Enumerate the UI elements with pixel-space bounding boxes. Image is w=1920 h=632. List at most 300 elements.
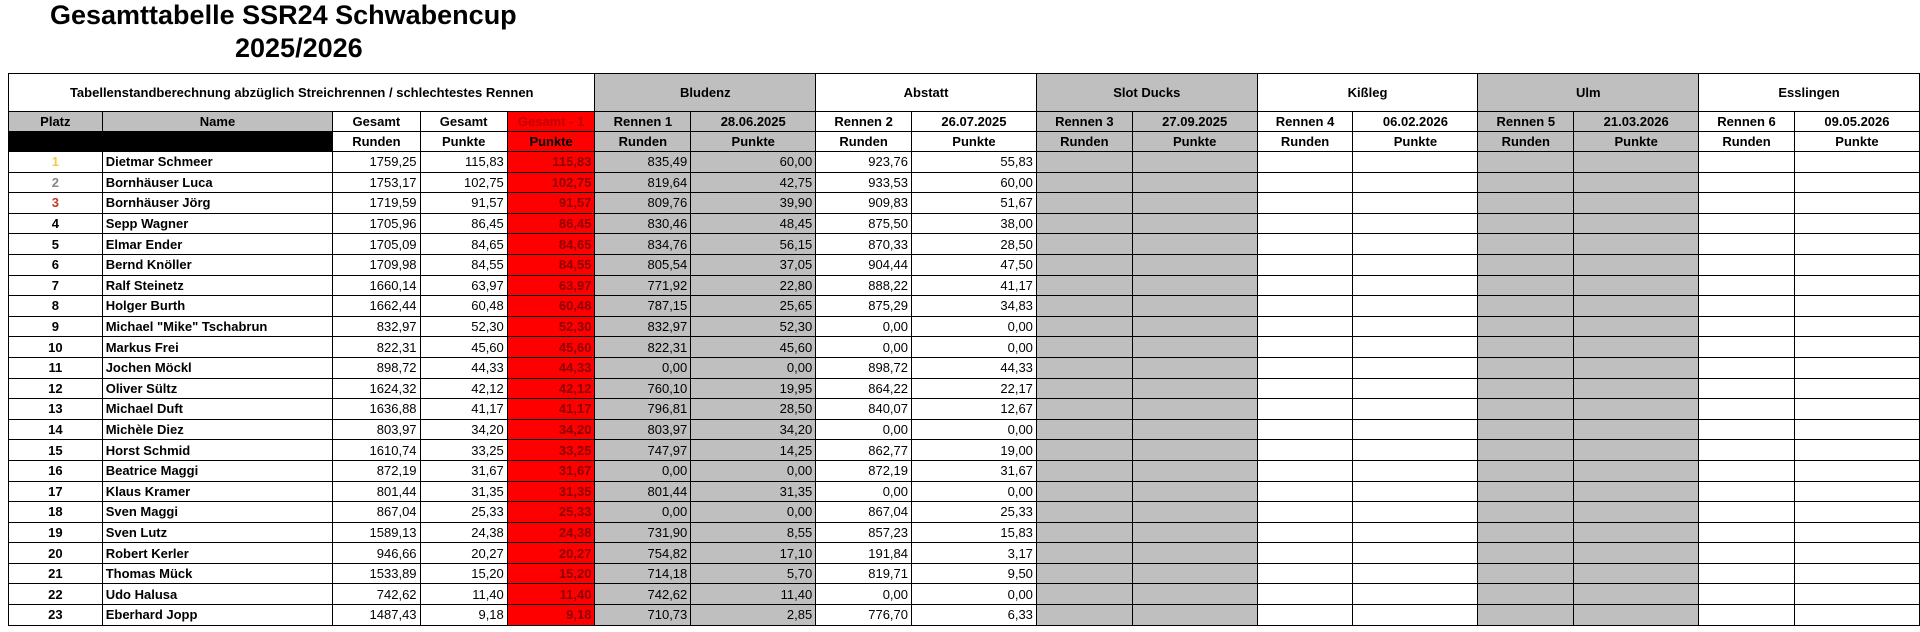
cell-r5-punkte: [1574, 563, 1699, 584]
cell-r3-punkte: [1132, 213, 1257, 234]
cell-r2-punkte: 6,33: [912, 605, 1037, 626]
cell-name: Jochen Möckl: [102, 357, 333, 378]
cell-name: Dietmar Schmeer: [102, 152, 333, 173]
cell-r4-runden: [1257, 357, 1353, 378]
cell-r2-runden: 0,00: [816, 419, 912, 440]
cell-r5-runden: [1478, 296, 1574, 317]
cell-platz: 18: [9, 502, 103, 523]
cell-r4-runden: [1257, 543, 1353, 564]
cell-gesamt-runden: 1610,74: [333, 440, 420, 461]
header-date-1: 28.06.2025: [691, 112, 816, 132]
cell-r4-runden: [1257, 193, 1353, 214]
cell-r2-runden: 867,04: [816, 502, 912, 523]
cell-gesamt-runden: 1709,98: [333, 254, 420, 275]
calculation-description: Tabellenstandberechnung abzüglich Streichrennen / schlechtestes Rennen: [9, 74, 595, 112]
cell-r5-punkte: [1574, 481, 1699, 502]
cell-r1-runden: 822,31: [595, 337, 691, 358]
cell-r6-punkte: [1794, 543, 1919, 564]
cell-r6-punkte: [1794, 419, 1919, 440]
cell-r6-punkte: [1794, 296, 1919, 317]
cell-gesamt-minus-punkte: 45,60: [507, 337, 595, 358]
page-subtitle-season: 2025/2026: [235, 33, 363, 63]
unit-r1-runden: Runden: [595, 132, 691, 152]
cell-r6-runden: [1699, 584, 1795, 605]
cell-gesamt-runden: 1705,09: [333, 234, 420, 255]
page-title: Gesamttabelle SSR24 Schwabencup: [50, 0, 517, 30]
cell-r3-runden: [1036, 234, 1132, 255]
cell-r5-runden: [1478, 481, 1574, 502]
unit-r1-punkte: Punkte: [691, 132, 816, 152]
cell-name: Bornhäuser Jörg: [102, 193, 333, 214]
cell-platz: 13: [9, 399, 103, 420]
cell-r6-runden: [1699, 275, 1795, 296]
cell-r5-runden: [1478, 357, 1574, 378]
cell-r6-runden: [1699, 563, 1795, 584]
cell-gesamt-minus-punkte: 60,48: [507, 296, 595, 317]
cell-r6-runden: [1699, 357, 1795, 378]
cell-platz: 1: [9, 152, 103, 173]
cell-r3-runden: [1036, 172, 1132, 193]
cell-r2-runden: 909,83: [816, 193, 912, 214]
cell-r1-punkte: 52,30: [691, 316, 816, 337]
cell-r1-punkte: 37,05: [691, 254, 816, 275]
cell-r2-punkte: 55,83: [912, 152, 1037, 173]
cell-platz: 19: [9, 522, 103, 543]
cell-r4-runden: [1257, 296, 1353, 317]
cell-r6-runden: [1699, 502, 1795, 523]
cell-gesamt-punkte: 24,38: [420, 522, 507, 543]
cell-platz: 21: [9, 563, 103, 584]
cell-r6-runden: [1699, 337, 1795, 358]
cell-name: Sepp Wagner: [102, 213, 333, 234]
cell-name: Horst Schmid: [102, 440, 333, 461]
cell-r5-runden: [1478, 522, 1574, 543]
cell-r1-runden: 787,15: [595, 296, 691, 317]
cell-r3-runden: [1036, 419, 1132, 440]
cell-gesamt-runden: 1705,96: [333, 213, 420, 234]
cell-platz: 15: [9, 440, 103, 461]
cell-r1-runden: 805,54: [595, 254, 691, 275]
cell-r2-punkte: 0,00: [912, 316, 1037, 337]
cell-r4-punkte: [1353, 316, 1478, 337]
cell-gesamt-punkte: 34,20: [420, 419, 507, 440]
cell-r6-punkte: [1794, 357, 1919, 378]
cell-gesamt-punkte: 44,33: [420, 357, 507, 378]
cell-r1-runden: 771,92: [595, 275, 691, 296]
cell-r4-runden: [1257, 172, 1353, 193]
cell-r2-punkte: 28,50: [912, 234, 1037, 255]
cell-r2-punkte: 9,50: [912, 563, 1037, 584]
cell-gesamt-punkte: 84,55: [420, 254, 507, 275]
table-row: [9, 419, 1920, 440]
cell-r3-punkte: [1132, 419, 1257, 440]
cell-r6-runden: [1699, 152, 1795, 173]
header-rennen-2: Rennen 2: [816, 112, 912, 132]
table-row: [9, 296, 1920, 317]
table-row: [9, 543, 1920, 564]
cell-r2-punkte: 0,00: [912, 481, 1037, 502]
cell-r6-runden: [1699, 296, 1795, 317]
cell-r5-runden: [1478, 234, 1574, 255]
cell-r5-punkte: [1574, 419, 1699, 440]
unit-header-row: [9, 132, 1920, 152]
cell-r4-punkte: [1353, 522, 1478, 543]
cell-r5-runden: [1478, 254, 1574, 275]
cell-gesamt-punkte: 20,27: [420, 543, 507, 564]
cell-r4-punkte: [1353, 502, 1478, 523]
cell-r4-runden: [1257, 419, 1353, 440]
cell-r5-punkte: [1574, 584, 1699, 605]
cell-r3-runden: [1036, 584, 1132, 605]
cell-gesamt-punkte: 11,40: [420, 584, 507, 605]
cell-r1-runden: 835,49: [595, 152, 691, 173]
header-gesamt-runden: Gesamt: [333, 112, 420, 132]
cell-gesamt-runden: 801,44: [333, 481, 420, 502]
cell-r4-runden: [1257, 502, 1353, 523]
cell-r3-punkte: [1132, 296, 1257, 317]
cell-gesamt-minus-punkte: 91,57: [507, 193, 595, 214]
cell-gesamt-runden: 1533,89: [333, 563, 420, 584]
cell-r4-punkte: [1353, 584, 1478, 605]
header-date-6: 09.05.2026: [1794, 112, 1919, 132]
header-black-bar: [9, 132, 333, 152]
cell-gesamt-runden: 803,97: [333, 419, 420, 440]
cell-name: Oliver Sültz: [102, 378, 333, 399]
cell-gesamt-punkte: 63,97: [420, 275, 507, 296]
cell-r4-runden: [1257, 213, 1353, 234]
cell-r4-runden: [1257, 522, 1353, 543]
cell-r2-runden: 870,33: [816, 234, 912, 255]
cell-r2-runden: 0,00: [816, 481, 912, 502]
cell-r1-runden: 801,44: [595, 481, 691, 502]
table-row: [9, 481, 1920, 502]
cell-name: Michael Duft: [102, 399, 333, 420]
cell-gesamt-minus-punkte: 44,33: [507, 357, 595, 378]
cell-platz: 4: [9, 213, 103, 234]
cell-name: Elmar Ender: [102, 234, 333, 255]
unit-r5-runden: Runden: [1478, 132, 1574, 152]
cell-gesamt-minus-punkte: 31,67: [507, 460, 595, 481]
cell-platz: 3: [9, 193, 103, 214]
cell-r3-runden: [1036, 152, 1132, 173]
cell-r2-punkte: 47,50: [912, 254, 1037, 275]
cell-platz: 20: [9, 543, 103, 564]
header-gesamt-punkte: Gesamt: [420, 112, 507, 132]
cell-r5-runden: [1478, 152, 1574, 173]
cell-r3-punkte: [1132, 563, 1257, 584]
cell-r6-punkte: [1794, 213, 1919, 234]
cell-name: Bernd Knöller: [102, 254, 333, 275]
cell-r1-runden: 819,64: [595, 172, 691, 193]
cell-r1-punkte: 60,00: [691, 152, 816, 173]
cell-r4-runden: [1257, 584, 1353, 605]
cell-r5-runden: [1478, 378, 1574, 399]
cell-r6-runden: [1699, 254, 1795, 275]
cell-r4-punkte: [1353, 399, 1478, 420]
cell-r2-punkte: 19,00: [912, 440, 1037, 461]
cell-r1-punkte: 11,40: [691, 584, 816, 605]
cell-r5-runden: [1478, 460, 1574, 481]
cell-gesamt-runden: 1660,14: [333, 275, 420, 296]
venue-abstatt: Abstatt: [816, 74, 1037, 112]
unit-r5-punkte: Punkte: [1574, 132, 1699, 152]
cell-name: Udo Halusa: [102, 584, 333, 605]
cell-gesamt-minus-punkte: 52,30: [507, 316, 595, 337]
venue-esslingen: Esslingen: [1699, 74, 1920, 112]
cell-r2-runden: 819,71: [816, 563, 912, 584]
cell-r3-runden: [1036, 481, 1132, 502]
cell-r1-punkte: 39,90: [691, 193, 816, 214]
table-row: [9, 378, 1920, 399]
cell-gesamt-punkte: 31,67: [420, 460, 507, 481]
cell-r5-runden: [1478, 213, 1574, 234]
cell-r4-punkte: [1353, 193, 1478, 214]
cell-r3-punkte: [1132, 584, 1257, 605]
cell-name: Eberhard Jopp: [102, 605, 333, 626]
cell-r5-runden: [1478, 502, 1574, 523]
cell-r1-runden: 747,97: [595, 440, 691, 461]
cell-r3-runden: [1036, 213, 1132, 234]
cell-r4-punkte: [1353, 172, 1478, 193]
cell-r2-punkte: 31,67: [912, 460, 1037, 481]
cell-r5-runden: [1478, 563, 1574, 584]
cell-r6-punkte: [1794, 254, 1919, 275]
cell-r5-punkte: [1574, 275, 1699, 296]
cell-r4-runden: [1257, 234, 1353, 255]
unit-r2-punkte: Punkte: [912, 132, 1037, 152]
header-date-4: 06.02.2026: [1353, 112, 1478, 132]
cell-r1-punkte: 22,80: [691, 275, 816, 296]
cell-gesamt-runden: 898,72: [333, 357, 420, 378]
cell-gesamt-runden: 867,04: [333, 502, 420, 523]
cell-r4-punkte: [1353, 234, 1478, 255]
cell-r2-runden: 875,29: [816, 296, 912, 317]
table-row: [9, 440, 1920, 461]
cell-r3-punkte: [1132, 193, 1257, 214]
table-row: [9, 563, 1920, 584]
cell-r1-runden: 760,10: [595, 378, 691, 399]
cell-r3-runden: [1036, 563, 1132, 584]
cell-r1-punkte: 0,00: [691, 460, 816, 481]
venue-header-row: [9, 74, 1920, 112]
cell-r2-runden: 898,72: [816, 357, 912, 378]
unit-gesamt-minus-punkte: Punkte: [507, 132, 595, 152]
cell-r2-runden: 0,00: [816, 584, 912, 605]
cell-r4-runden: [1257, 563, 1353, 584]
cell-r5-punkte: [1574, 337, 1699, 358]
cell-r6-runden: [1699, 193, 1795, 214]
cell-r2-runden: 776,70: [816, 605, 912, 626]
header-name: Name: [102, 112, 333, 132]
cell-platz: 6: [9, 254, 103, 275]
cell-r1-punkte: 56,15: [691, 234, 816, 255]
cell-r6-runden: [1699, 172, 1795, 193]
column-header-row: [9, 112, 1920, 132]
cell-r3-runden: [1036, 460, 1132, 481]
cell-r3-runden: [1036, 605, 1132, 626]
cell-gesamt-runden: 1719,59: [333, 193, 420, 214]
header-rennen-3: Rennen 3: [1036, 112, 1132, 132]
cell-r5-punkte: [1574, 296, 1699, 317]
cell-gesamt-minus-punkte: 33,25: [507, 440, 595, 461]
cell-r3-punkte: [1132, 522, 1257, 543]
table-row: [9, 213, 1920, 234]
cell-r4-punkte: [1353, 254, 1478, 275]
cell-gesamt-minus-punkte: 20,27: [507, 543, 595, 564]
cell-name: Sven Lutz: [102, 522, 333, 543]
header-gesamt-minus-1: Gesamt - 1: [507, 112, 595, 132]
unit-r4-runden: Runden: [1257, 132, 1353, 152]
cell-r4-runden: [1257, 481, 1353, 502]
unit-r4-punkte: Punkte: [1353, 132, 1478, 152]
cell-r4-runden: [1257, 440, 1353, 461]
cell-gesamt-punkte: 84,65: [420, 234, 507, 255]
header-rennen-6: Rennen 6: [1699, 112, 1795, 132]
cell-r6-runden: [1699, 522, 1795, 543]
cell-r3-runden: [1036, 316, 1132, 337]
cell-gesamt-runden: 946,66: [333, 543, 420, 564]
cell-r2-punkte: 38,00: [912, 213, 1037, 234]
cell-platz: 23: [9, 605, 103, 626]
table-row: [9, 399, 1920, 420]
cell-r2-runden: 888,22: [816, 275, 912, 296]
cell-r3-punkte: [1132, 254, 1257, 275]
cell-r2-runden: 933,53: [816, 172, 912, 193]
cell-name: Robert Kerler: [102, 543, 333, 564]
cell-gesamt-minus-punkte: 11,40: [507, 584, 595, 605]
cell-r2-runden: 840,07: [816, 399, 912, 420]
cell-r6-runden: [1699, 440, 1795, 461]
cell-r5-punkte: [1574, 254, 1699, 275]
cell-r2-runden: 862,77: [816, 440, 912, 461]
cell-r4-punkte: [1353, 213, 1478, 234]
cell-r1-punkte: 48,45: [691, 213, 816, 234]
cell-r5-runden: [1478, 440, 1574, 461]
cell-r2-punkte: 0,00: [912, 419, 1037, 440]
cell-r3-runden: [1036, 275, 1132, 296]
cell-r5-runden: [1478, 419, 1574, 440]
header-rennen-4: Rennen 4: [1257, 112, 1353, 132]
cell-name: Michèle Diez: [102, 419, 333, 440]
cell-r2-punkte: 34,83: [912, 296, 1037, 317]
cell-r4-punkte: [1353, 152, 1478, 173]
cell-r6-runden: [1699, 316, 1795, 337]
cell-r2-punkte: 41,17: [912, 275, 1037, 296]
cell-name: Thomas Mück: [102, 563, 333, 584]
cell-gesamt-minus-punkte: 25,33: [507, 502, 595, 523]
cell-gesamt-punkte: 33,25: [420, 440, 507, 461]
cell-gesamt-minus-punkte: 86,45: [507, 213, 595, 234]
cell-r6-punkte: [1794, 481, 1919, 502]
cell-gesamt-runden: 1759,25: [333, 152, 420, 173]
cell-r4-runden: [1257, 254, 1353, 275]
cell-r5-punkte: [1574, 543, 1699, 564]
cell-r3-punkte: [1132, 440, 1257, 461]
cell-r1-punkte: 25,65: [691, 296, 816, 317]
cell-gesamt-runden: 1487,43: [333, 605, 420, 626]
cell-r5-punkte: [1574, 172, 1699, 193]
table-row: [9, 460, 1920, 481]
cell-platz: 16: [9, 460, 103, 481]
cell-r4-punkte: [1353, 337, 1478, 358]
cell-gesamt-minus-punkte: 84,55: [507, 254, 595, 275]
cell-r1-punkte: 0,00: [691, 357, 816, 378]
cell-r4-runden: [1257, 460, 1353, 481]
cell-r2-runden: 864,22: [816, 378, 912, 399]
cell-r6-punkte: [1794, 172, 1919, 193]
header-date-2: 26.07.2025: [912, 112, 1037, 132]
cell-r5-punkte: [1574, 213, 1699, 234]
cell-gesamt-runden: 1753,17: [333, 172, 420, 193]
header-rennen-1: Rennen 1: [595, 112, 691, 132]
cell-name: Markus Frei: [102, 337, 333, 358]
cell-r4-punkte: [1353, 605, 1478, 626]
cell-r6-punkte: [1794, 378, 1919, 399]
table-row: [9, 522, 1920, 543]
cell-r6-punkte: [1794, 522, 1919, 543]
table-row: [9, 172, 1920, 193]
cell-r5-punkte: [1574, 440, 1699, 461]
cell-gesamt-punkte: 91,57: [420, 193, 507, 214]
cell-r5-punkte: [1574, 522, 1699, 543]
cell-gesamt-minus-punkte: 9,18: [507, 605, 595, 626]
cell-r3-runden: [1036, 543, 1132, 564]
table-row: [9, 152, 1920, 173]
cell-r6-runden: [1699, 605, 1795, 626]
cell-r5-runden: [1478, 172, 1574, 193]
cell-r6-punkte: [1794, 502, 1919, 523]
cell-r1-punkte: 14,25: [691, 440, 816, 461]
cell-r1-runden: 0,00: [595, 460, 691, 481]
cell-gesamt-punkte: 15,20: [420, 563, 507, 584]
cell-platz: 14: [9, 419, 103, 440]
cell-platz: 9: [9, 316, 103, 337]
cell-gesamt-minus-punkte: 63,97: [507, 275, 595, 296]
cell-r1-runden: 796,81: [595, 399, 691, 420]
cell-r3-punkte: [1132, 481, 1257, 502]
cell-name: Michael "Mike" Tschabrun: [102, 316, 333, 337]
cell-r3-punkte: [1132, 337, 1257, 358]
cell-r5-punkte: [1574, 152, 1699, 173]
table-row: [9, 254, 1920, 275]
cell-gesamt-minus-punkte: 42,12: [507, 378, 595, 399]
cell-r1-runden: 742,62: [595, 584, 691, 605]
cell-r1-punkte: 34,20: [691, 419, 816, 440]
cell-r5-punkte: [1574, 460, 1699, 481]
cell-gesamt-punkte: 115,83: [420, 152, 507, 173]
cell-r2-runden: 0,00: [816, 337, 912, 358]
cell-r1-runden: 714,18: [595, 563, 691, 584]
cell-r6-punkte: [1794, 275, 1919, 296]
cell-r4-punkte: [1353, 543, 1478, 564]
cell-r1-punkte: 19,95: [691, 378, 816, 399]
venue-ulm: Ulm: [1478, 74, 1699, 112]
cell-r1-runden: 809,76: [595, 193, 691, 214]
cell-r2-runden: 857,23: [816, 522, 912, 543]
cell-platz: 8: [9, 296, 103, 317]
cell-gesamt-runden: 1636,88: [333, 399, 420, 420]
cell-gesamt-minus-punkte: 34,20: [507, 419, 595, 440]
unit-r6-runden: Runden: [1699, 132, 1795, 152]
cell-r6-runden: [1699, 419, 1795, 440]
cell-r2-punkte: 12,67: [912, 399, 1037, 420]
cell-platz: 7: [9, 275, 103, 296]
cell-r1-punkte: 17,10: [691, 543, 816, 564]
unit-r2-runden: Runden: [816, 132, 912, 152]
cell-gesamt-runden: 1589,13: [333, 522, 420, 543]
cell-r5-punkte: [1574, 502, 1699, 523]
cell-r4-punkte: [1353, 563, 1478, 584]
